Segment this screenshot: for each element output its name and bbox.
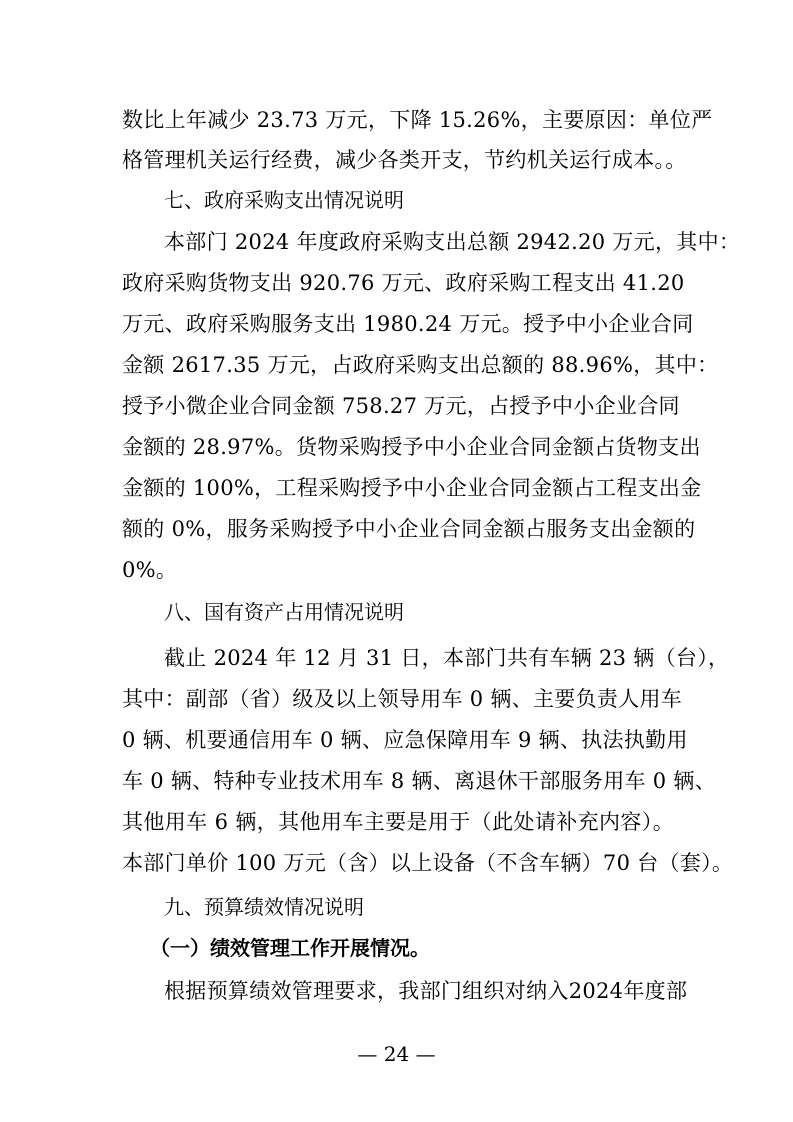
body-text-line: 政府采购货物支出 920.76 万元、政府采购工程支出 41.20 [122,271,685,295]
body-text-line: 车 0 辆、特种专业技术用车 8 辆、离退休干部服务用车 0 辆、 [122,769,717,793]
subsection-heading: （一）绩效管理工作开展情况。 [150,936,430,960]
body-text-line: 0%。 [122,558,178,582]
body-text-line: 金额的 100%，工程采购授予中小企业合同金额占工程支出金 [122,476,702,500]
body-text-line: 本部门 2024 年度政府采购支出总额 2942.20 万元，其中： [164,230,741,254]
body-text-line: 0 辆、机要通信用车 0 辆、应急保障用车 9 辆、执法执勤用 [122,728,688,752]
body-text-line: 截止 2024 年 12 月 31 日，本部门共有车辆 23 辆（台）， [164,646,730,670]
body-text-line: 金额的 28.97%。货物采购授予中小企业合同金额占货物支出 [122,435,701,459]
body-text-line: 其他用车 6 辆，其他用车主要是用于（此处请补充内容）。 [122,810,674,834]
body-text-line: 本部门单价 100 万元（含）以上设备（不含车辆）70 台（套）。 [122,851,734,875]
page-number: — 24 — [357,1042,436,1066]
body-text-line: 格管理机关运行经费，减少各类开支，节约机关运行成本。。 [122,148,687,172]
body-text-line: 根据预算绩效管理要求，我部门组织对纳入2024年度部 [164,979,688,1003]
body-text-line: 数比上年减少 23.73 万元，下降 15.26%，主要原因：单位严 [122,108,713,132]
body-text-line: 授予小微企业合同金额 758.27 万元，占授予中小企业合同 [122,394,680,418]
section-heading-7: 七、政府采购支出情况说明 [164,188,404,212]
body-text-line: 其中：副部（省）级及以上领导用车 0 辆、主要负责人用车 [122,687,683,711]
section-heading-9: 九、预算绩效情况说明 [164,895,364,919]
body-text-line: 金额 2617.35 万元，占政府采购支出总额的 88.96%，其中： [122,353,719,377]
section-heading-8: 八、国有资产占用情况说明 [164,600,404,624]
body-text-line: 万元、政府采购服务支出 1980.24 万元。授予中小企业合同 [122,312,694,336]
body-text-line: 额的 0%，服务采购授予中小企业合同金额占服务支出金额的 [122,517,696,541]
